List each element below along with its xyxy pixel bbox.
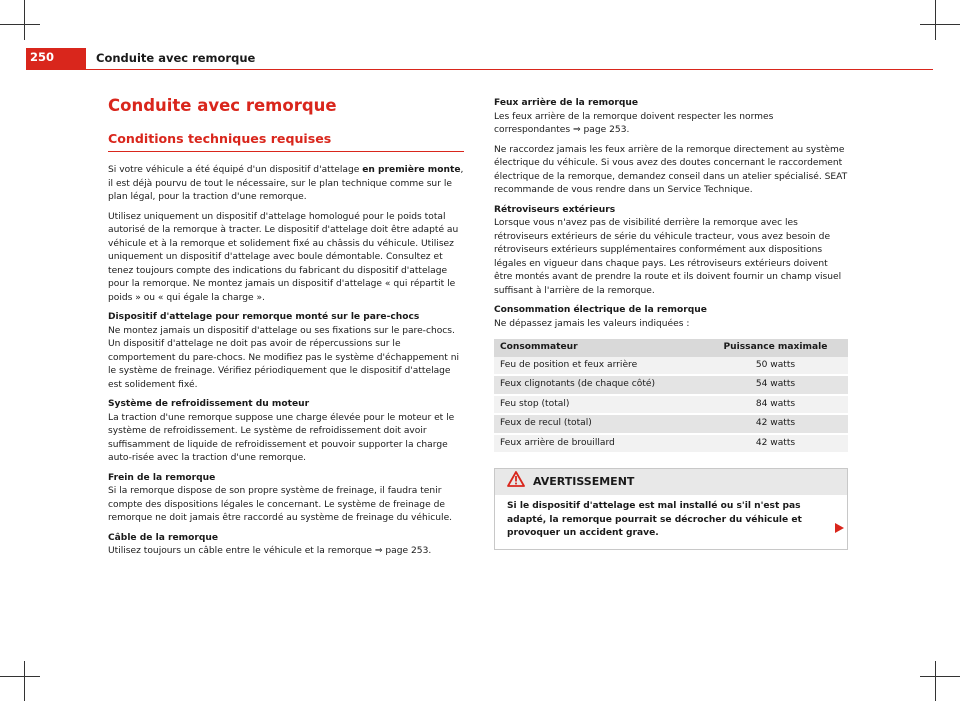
crop-mark: [24, 661, 25, 701]
paragraph: Ne montez jamais un dispositif d'attelage ou ses fixations sur le pare-chocs. Un dispositif d'attelage ne doit pas avoir de répercussions sur le comportement du pare-chocs. Ne modifiez pas le système d'échappement ni le système de freinage. Vérifiez périodiquement que le dispositif d'attelage est solidement fixé.: [108, 325, 460, 390]
table-cell: Feu de position et feux arrière: [494, 357, 703, 376]
section-heading: Consommation électrique de la remorque: [494, 305, 707, 315]
page-number: 250: [30, 50, 55, 64]
left-column: [108, 95, 464, 565]
section-heading: Dispositif d'attelage pour remorque monté sur le pare-chocs: [108, 312, 420, 322]
section-subtitle: Conditions techniques requises: [108, 130, 464, 152]
paragraph: Lorsque vous n'avez pas de visibilité derrière la remorque avec les rétroviseurs extérieurs de série du véhicule tracteur, vous avez besoin de rétroviseurs extérieurs supplémentaires conformément aux dispositions légales en vigueur dans chaque pays. Les rétroviseurs extérieurs doivent être montés avant de prendre la route et ils doivent fournir un champ visuel suffisant à l'arrière de la remorque.: [494, 218, 842, 296]
paragraph: Ne raccordez jamais les feux arrière de la remorque directement au système électrique du véhicule. Si vous avez des doutes concernant le raccordement électrique de la remorque, demandez conseil dans un atelier spécialisé. SEAT recommande de vous rendre dans un Service Technique.: [494, 144, 848, 195]
table-cell: Feux arrière de brouillard: [494, 434, 703, 454]
intro-paragraph: [108, 164, 464, 205]
warning-header: [495, 469, 847, 495]
paragraph: Utilisez uniquement un dispositif d'attelage homologué pour le poids total autorisé de la remorque à tracter. Le dispositif d'attelage doit être adapté au véhicule et à la remorque et solidement fixé au châssis du véhicule. Utilisez uniquement un dispositif d'attelage avec boule démontable. Consultez et tenez toujours compte des indications du fabricant du dispositif d'attelage pour la remorque. Ne montez jamais un dispositif d'attelage « qui répartit le poids » ou « qui égale la charge ».: [108, 211, 459, 303]
paragraph: Les feux arrière de la remorque doivent respecter les normes correspondantes ⇒ page 253.: [494, 111, 774, 135]
intro-text: Si votre véhicule a été équipé d'un dispositif d'attelage: [108, 165, 363, 175]
header-title: Conduite avec remorque: [96, 51, 256, 65]
table-cell: Feux clignotants (de chaque côté): [494, 375, 703, 395]
column-header-consumer: Consommateur: [494, 339, 703, 357]
column-header-power: Puissance maximale: [703, 339, 848, 357]
table-row: [494, 375, 848, 395]
table-row: [494, 395, 848, 415]
table-cell: 84 watts: [703, 395, 848, 415]
page-title: Conduite avec remorque: [108, 96, 337, 115]
power-table: [494, 339, 848, 454]
crop-mark: [920, 24, 960, 25]
table-cell: 54 watts: [703, 375, 848, 395]
section-heading: Feux arrière de la remorque: [494, 98, 638, 108]
paragraph: Utilisez toujours un câble entre le véhicule et la remorque ⇒ page 253.: [108, 546, 432, 556]
right-column: [494, 97, 848, 550]
warning-triangle-icon: [507, 471, 525, 493]
section-heading: Câble de la remorque: [108, 532, 219, 543]
header-rule: [86, 69, 933, 70]
intro-bold: en première monte: [362, 165, 461, 175]
paragraph: Si la remorque dispose de son propre système de freinage, il faudra tenir compte des dispositions légales le concernant. Le système de freinage de remorque ne doit jamais être raccordé au système de freinage du véhicule.: [108, 486, 453, 523]
table-row: [494, 434, 848, 454]
continue-arrow-icon: [835, 523, 844, 539]
crop-mark: [24, 0, 25, 40]
table-row: [494, 357, 848, 376]
table-cell: 42 watts: [703, 434, 848, 454]
crop-mark: [920, 676, 960, 677]
crop-mark: [935, 661, 936, 701]
paragraph: La traction d'une remorque suppose une charge élevée pour le moteur et le système de refroidissement. Le système de refroidissement doit avoir suffisamment de liquide de refroidissement et pouvoir supporter la charge auto-risée avec la traction d'une remorque.: [108, 412, 455, 463]
table-cell: 42 watts: [703, 414, 848, 434]
section-heading: Frein de la remorque: [108, 472, 216, 483]
section-heading: Système de refroidissement du moteur: [108, 399, 310, 409]
table-cell: Feu stop (total): [494, 395, 703, 415]
warning-text: Si le dispositif d'attelage est mal installé ou s'il n'est pas adapté, la remorque pourrait se décrocher du véhicule et provoquer un accident grave.: [507, 501, 802, 538]
section-heading: Rétroviseurs extérieurs: [494, 204, 616, 215]
table-header-row: [494, 339, 848, 357]
paragraph: Ne dépassez jamais les valeurs indiquées :: [494, 318, 690, 329]
crop-mark: [0, 24, 40, 25]
crop-mark: [0, 676, 40, 677]
crop-mark: [935, 0, 936, 40]
table-cell: 50 watts: [703, 357, 848, 376]
warning-title: AVERTISSEMENT: [533, 475, 635, 489]
intro-rest: , il est déjà pourvu de tout le nécessaire, sur le plan technique comme sur le plan légal, pour la traction d'une remorque.: [108, 165, 464, 202]
warning-box: [494, 468, 848, 550]
table-cell: Feux de recul (total): [494, 414, 703, 434]
table-row: [494, 414, 848, 434]
